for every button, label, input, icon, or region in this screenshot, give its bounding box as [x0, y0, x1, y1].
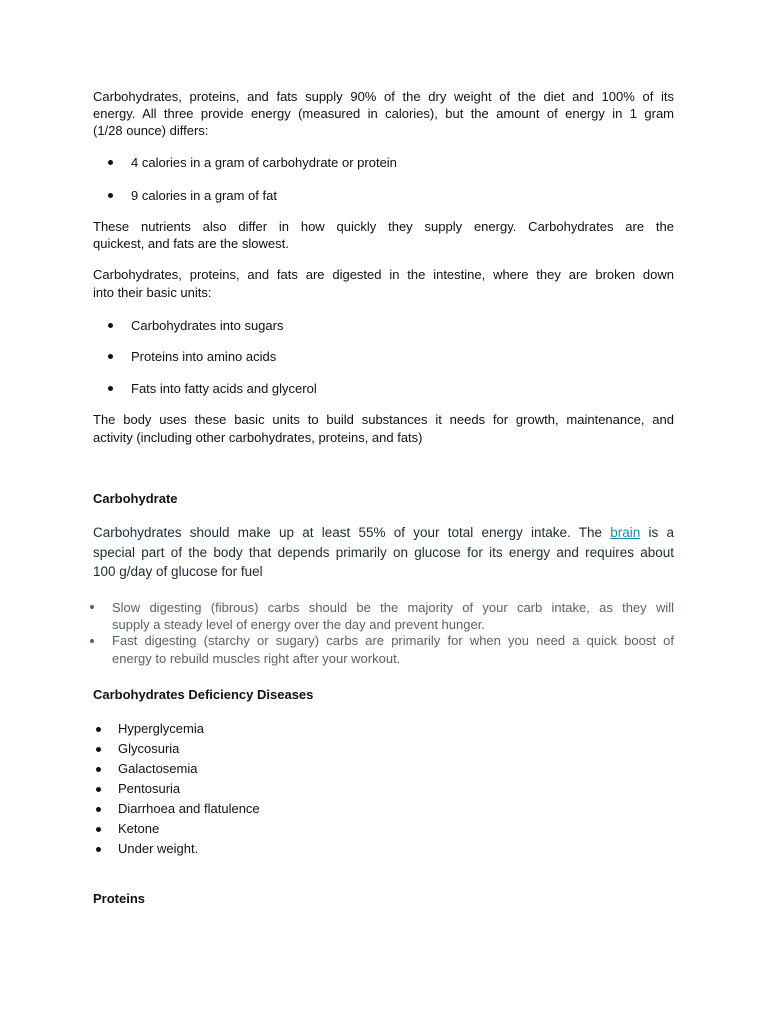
list-item — [0, 759, 768, 779]
list-item — [0, 599, 768, 633]
text-line: energy to rebuild muscles right after your workout. — [112, 651, 401, 666]
text-line: 100 g/day of glucose for fuel — [93, 564, 263, 579]
list-item-text: 4 calories in a gram of carbohydrate or protein — [131, 154, 397, 170]
bullet-dot — [108, 323, 113, 328]
list-item-text: Proteins into amino acids — [131, 348, 277, 364]
list-item-text: Galactosemia — [118, 761, 198, 776]
section-heading-deficiency: Carbohydrates Deficiency Diseases — [93, 686, 314, 702]
list-item — [0, 799, 768, 819]
section-heading-proteins: Proteins — [93, 890, 146, 906]
digestion-paragraph — [93, 266, 674, 302]
uses-paragraph — [93, 411, 674, 447]
text-line: Fast digesting (starchy or sugary) carbs are primarily for when you need a quick boost of — [112, 633, 674, 648]
list-item-text: Under weight. — [118, 841, 199, 856]
list-item — [0, 632, 768, 668]
text-line: activity (including other carbohydrates, proteins, and fats) — [93, 430, 423, 445]
text-line: Slow digesting (fibrous) carbs should be the majority of your carb intake, as they will — [112, 599, 674, 615]
bullet-dot — [96, 807, 101, 812]
list-item — [0, 154, 768, 171]
list-item-text: Fats into fatty acids and glycerol — [131, 380, 317, 396]
list-item-text: Ketone — [118, 821, 160, 836]
bullet-dot — [108, 386, 113, 391]
bullet-dot — [96, 727, 101, 732]
carb-intake-paragraph — [93, 523, 674, 582]
text-line — [93, 523, 674, 543]
list-item — [0, 839, 768, 859]
list-item-text: Pentosuria — [118, 781, 181, 796]
bullet-dot — [90, 639, 94, 643]
brain-link[interactable]: brain — [610, 525, 641, 540]
list-item-text — [112, 632, 674, 668]
list-item — [0, 779, 768, 799]
bullet-dot — [108, 354, 113, 359]
list-item — [0, 819, 768, 839]
text-segment: Carbohydrates should make up at least 55% of your total energy intake. The — [93, 525, 611, 540]
bullet-dot — [108, 193, 113, 198]
text-line: (1/28 ounce) differs: — [93, 123, 209, 138]
text-line: special part of the body that depends primarily on glucose for its energy and requires about — [93, 544, 674, 560]
list-item-text: 9 calories in a gram of fat — [131, 187, 277, 203]
intro-paragraph — [93, 88, 674, 139]
text-line: Carbohydrates, proteins, and fats supply 90% of the dry weight of the diet and 100% of its — [93, 89, 674, 104]
list-item-text — [112, 599, 674, 633]
bullet-dot — [96, 827, 101, 832]
text-line: quickest, and fats are the slowest. — [93, 236, 289, 251]
list-item-text: Diarrhoea and flatulence — [118, 801, 260, 816]
text-segment: is a — [640, 525, 674, 540]
bullet-dot — [96, 767, 101, 772]
list-item — [0, 187, 768, 204]
text-line: The body uses these basic units to build substances it needs for growth, maintenance, and — [93, 412, 674, 427]
text-line: into their basic units: — [93, 285, 212, 300]
list-item — [0, 317, 768, 334]
bullet-dot — [108, 160, 113, 165]
list-item-text: Carbohydrates into sugars — [131, 317, 284, 333]
list-item — [0, 348, 768, 365]
text-line: energy. All three provide energy (measured in calories), but the amount of energy in 1 gram — [93, 106, 674, 121]
text-line: Carbohydrates, proteins, and fats are digested in the intestine, where they are broken down — [93, 267, 674, 282]
bullet-dot — [96, 847, 101, 852]
speed-paragraph — [93, 218, 674, 252]
bullet-dot — [90, 605, 94, 609]
list-item-text: Glycosuria — [118, 741, 180, 756]
text-line: supply a steady level of energy over the day and prevent hunger. — [112, 616, 485, 632]
list-item-text: Hyperglycemia — [118, 721, 204, 736]
list-item — [0, 719, 768, 739]
bullet-dot — [96, 747, 101, 752]
section-heading-carbohydrate: Carbohydrate — [93, 490, 178, 506]
text-line: These nutrients also differ in how quickly they supply energy. Carbohydrates are the — [93, 219, 674, 234]
list-item — [0, 739, 768, 759]
bullet-dot — [96, 787, 101, 792]
list-item — [0, 380, 768, 397]
